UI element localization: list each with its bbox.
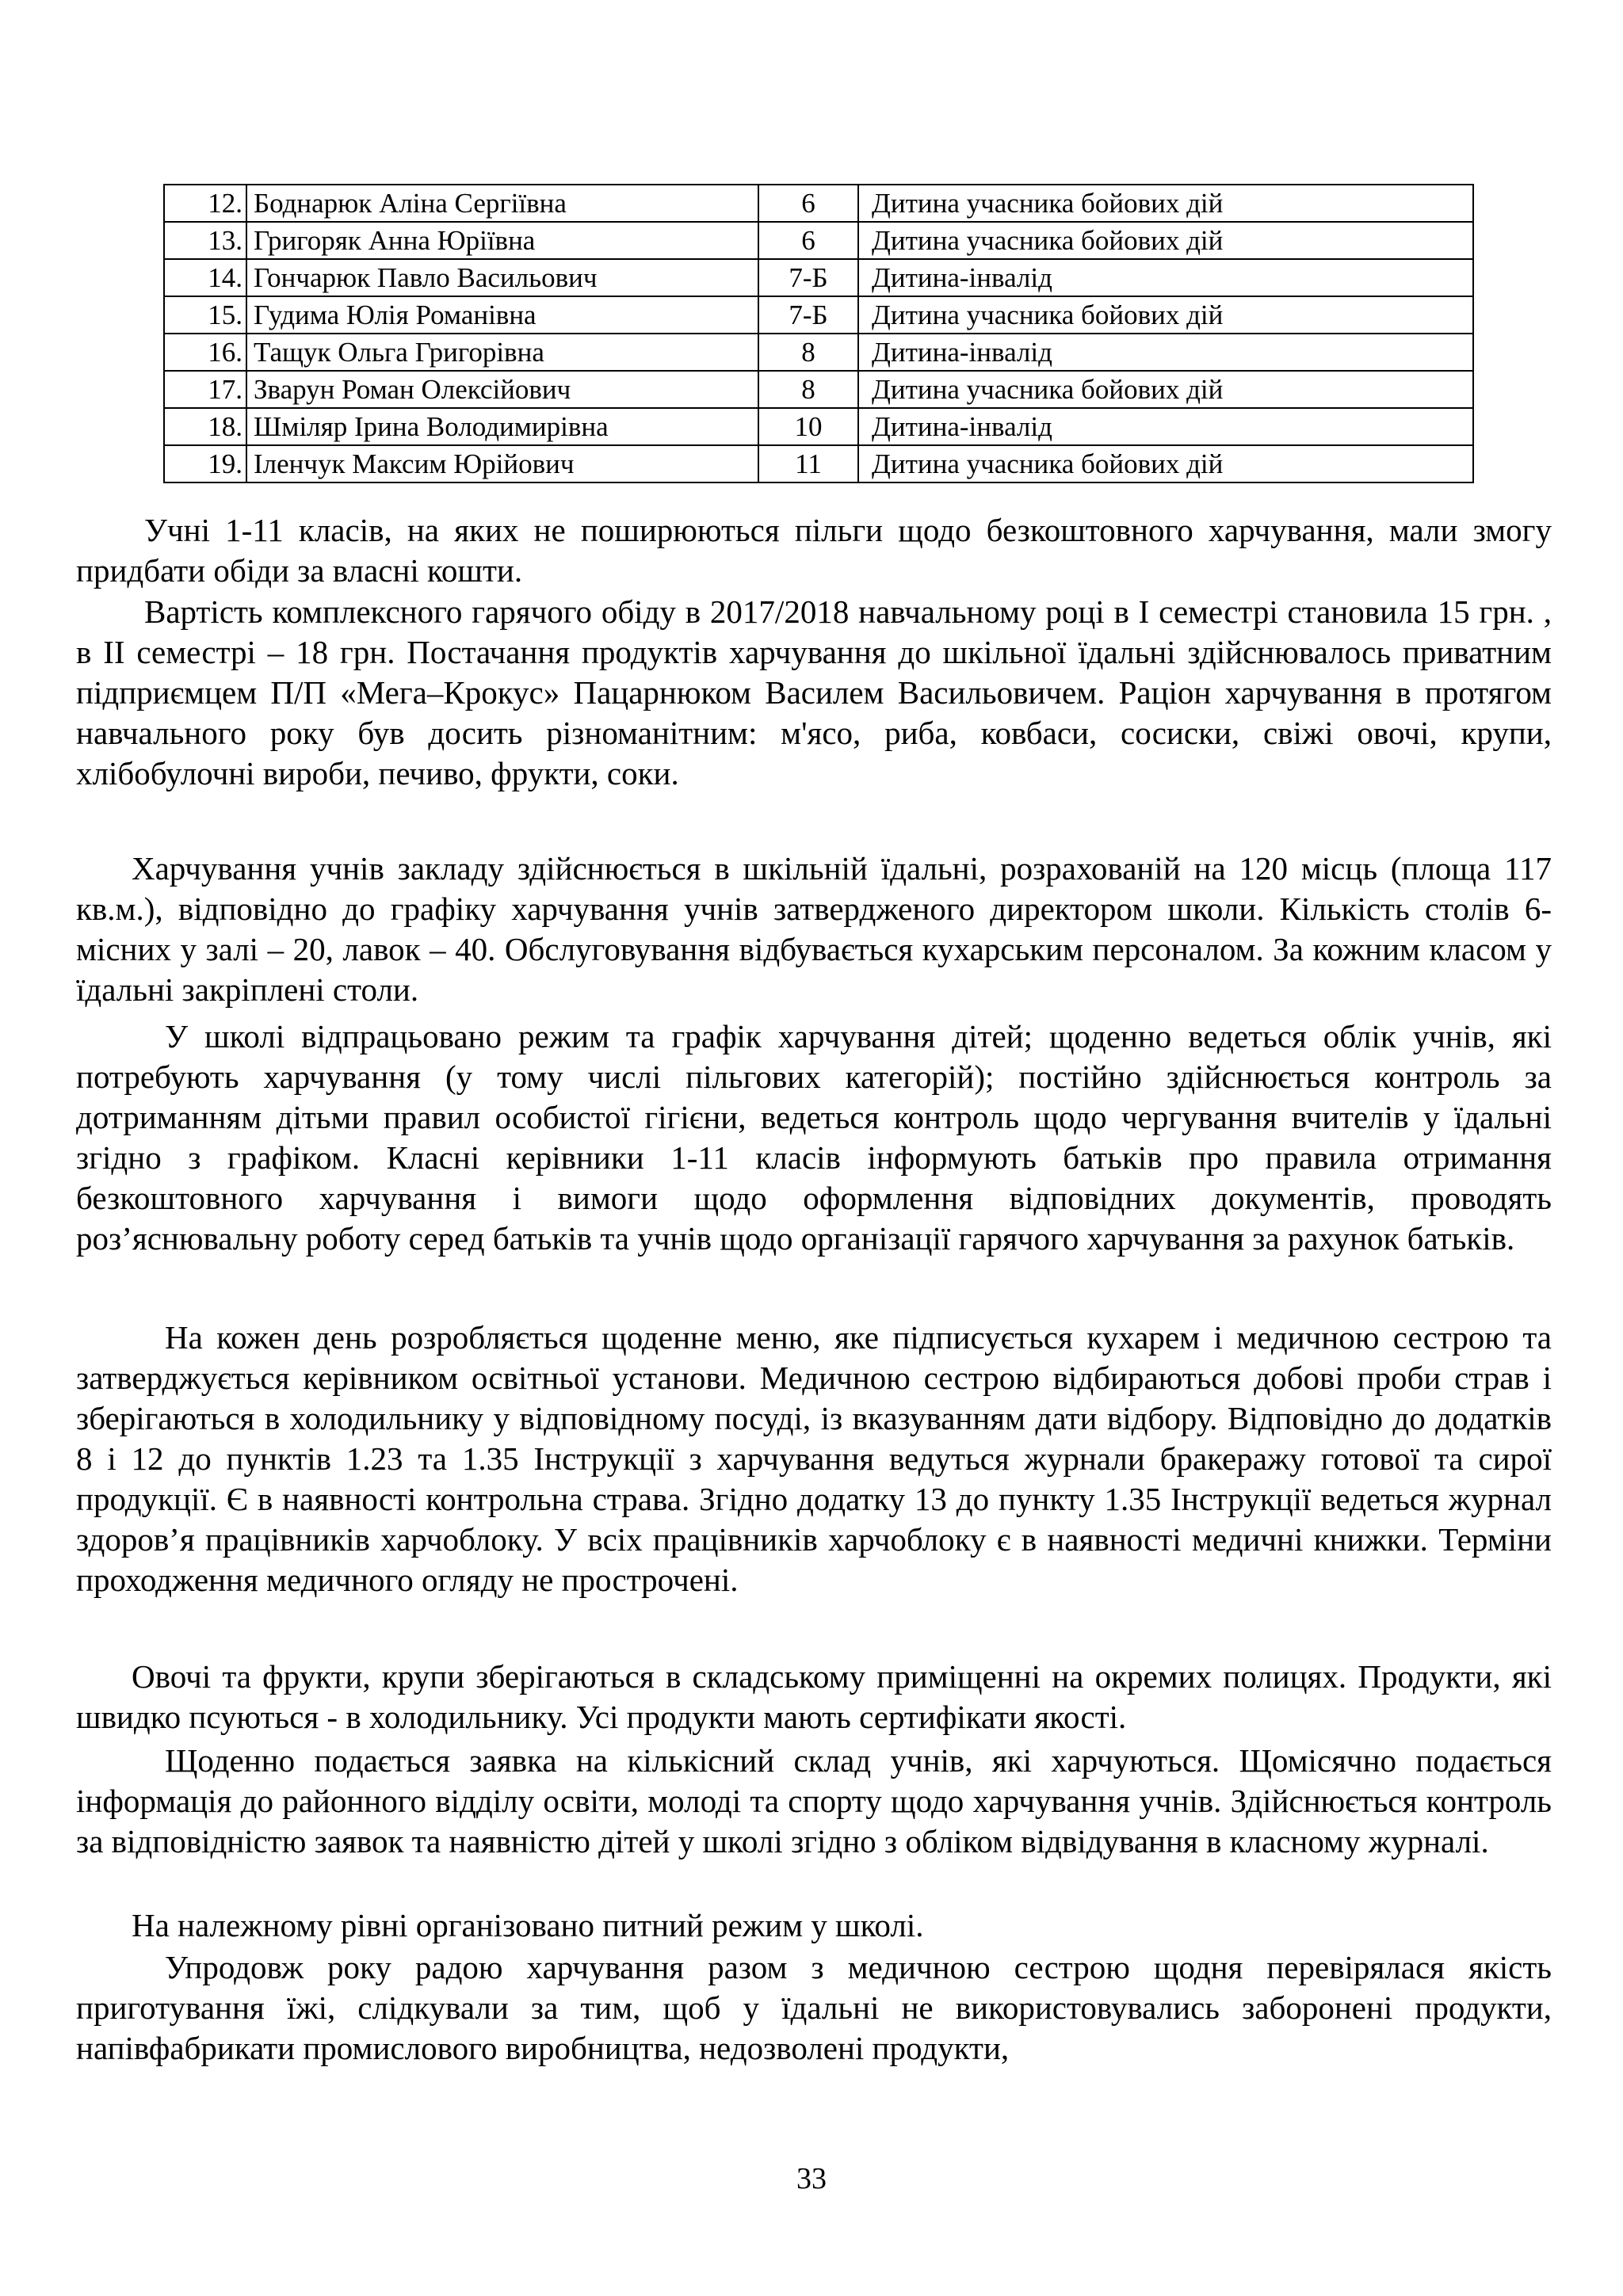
class-cell: 7-Б	[758, 296, 858, 334]
class-cell: 6	[758, 185, 858, 222]
paragraph-1: Учні 1-11 класів, на яких не поширюються пільги щодо безкоштовного харчування, мали змогу придбати обіди за власні кошти.	[76, 512, 1552, 589]
beneficiaries-table	[163, 184, 1474, 483]
table-body	[164, 185, 1473, 482]
text-block-5	[76, 1318, 1552, 1600]
table-row	[164, 445, 1473, 482]
class-cell: 11	[758, 445, 858, 482]
paragraph-4: У школі відпрацьовано режим та графік харчування дітей; щоденно ведеться облік учнів, які потребують харчування (у тому числі пільгових категорій); постійно здійснюється контроль за дотриманням дітьми правил особистої гігієни, ведеться контроль щодо чергування вчителів у їдальні згідно з графіком. Класні керівники 1-11 класів інформують батьків про правила отримання безкоштовного харчування і вимоги щодо оформлення відповідних документів, проводять роз’яснювальну роботу серед батьків та учнів щодо організації гарячого харчування за рахунок батьків.	[76, 1018, 1552, 1257]
class-cell: 6	[758, 222, 858, 259]
student-name-cell: Тащук Ольга Григорівна	[246, 334, 758, 371]
row-number-cell: 13.	[164, 222, 246, 259]
student-name-cell: Шміляр Ірина Володимирівна	[246, 408, 758, 445]
category-cell: Дитина учасника бойових дій	[858, 371, 1473, 408]
class-cell: 10	[758, 408, 858, 445]
table-row	[164, 408, 1473, 445]
paragraph-2: Вартість комплексного гарячого обіду в 2017/2018 навчальному році в І семестрі становила 15 грн. , в ІІ семестрі – 18 грн. Постачання продуктів харчування до шкільної їдальні здійснювалось приватним підприємцем П/П «Мега–Крокус» Пацарнюком Василем Васильовичем. Раціон харчування в протягом навчального року був досить різноманітним: м'ясо, риба, ковбаси, сосиски, свіжі овочі, крупи, хлібобулочні вироби, печиво, фрукти, соки.	[76, 593, 1552, 791]
student-name-cell: Боднарюк Аліна Сергіївна	[246, 185, 758, 222]
row-number-cell: 15.	[164, 296, 246, 334]
paragraph-5: На кожен день розробляється щоденне меню, яке підписується кухарем і медичною сестрою та затверджується керівником освітньої установи. Медичною сестрою відбираються добові проби страв і зберігаються в холодильнику у відповідному посуді, із вказуванням дати відбору. Відповідно до додатків 8 і 12 до пунктів 1.23 та 1.35 Інструкції з харчування ведуться журнали бракеражу готової та сирої продукції. Є в наявності контрольна страва. Згідно додатку 13 до пункту 1.35 Інструкції ведеться журнал здоров’я працівників харчоблоку. У всіх працівників харчоблоку є в наявності медичні книжки. Терміни проходження медичного огляду не прострочені.	[76, 1319, 1552, 1598]
category-cell: Дитина-інвалід	[858, 259, 1473, 296]
paragraph-8: На належному рівні організовано питний режим у школі.	[132, 1907, 924, 1943]
class-cell: 8	[758, 371, 858, 408]
table-row	[164, 296, 1473, 334]
page-number: 33	[796, 2162, 827, 2195]
student-name-cell: Зварун Роман Олексійович	[246, 371, 758, 408]
text-block-7	[76, 1741, 1552, 1862]
text-block-3	[76, 849, 1552, 1010]
table-row	[164, 334, 1473, 371]
text-block-2	[76, 592, 1552, 794]
text-block-4	[76, 1016, 1552, 1259]
row-number-cell: 16.	[164, 334, 246, 371]
category-cell: Дитина учасника бойових дій	[858, 296, 1473, 334]
category-cell: Дитина учасника бойових дій	[858, 222, 1473, 259]
paragraph-6: Овочі та фрукти, крупи зберігаються в складському приміщенні на окремих полицях. Продукти, які швидко псуються - в холодильнику. Усі продукти мають сертифікати якості.	[76, 1658, 1552, 1735]
row-number-cell: 17.	[164, 371, 246, 408]
class-cell: 7-Б	[758, 259, 858, 296]
student-name-cell: Гончарюк Павло Васильович	[246, 259, 758, 296]
row-number-cell: 14.	[164, 259, 246, 296]
row-number-cell: 12.	[164, 185, 246, 222]
category-cell: Дитина-інвалід	[858, 408, 1473, 445]
row-number-cell: 19.	[164, 445, 246, 482]
text-block-6	[76, 1657, 1552, 1737]
table-row	[164, 259, 1473, 296]
table-row	[164, 371, 1473, 408]
text-block-1	[76, 510, 1552, 591]
text-block-8	[76, 1905, 1552, 1946]
paragraph-9: Упродовж року радою харчування разом з медичною сестрою щодня перевірялася якість приготування їжі, слідкували за тим, щоб у їдальні не використовувались заборонені продукти, напівфабрикати промислового виробництва, недозволені продукти,	[76, 1949, 1552, 2066]
student-name-cell: Іленчук Максим Юрійович	[246, 445, 758, 482]
paragraph-3: Харчування учнів закладу здійснюється в шкільній їдальні, розрахованій на 120 місць (площа 117 кв.м.), відповідно до графіку харчування учнів затвердженого директором школи. Кількість столів 6-місних у залі – 20, лавок – 40. Обслуговування відбувається кухарським персоналом. За кожним класом у їдальні закріплені столи.	[76, 850, 1552, 1008]
category-cell: Дитина-інвалід	[858, 334, 1473, 371]
class-cell: 8	[758, 334, 858, 371]
paragraph-7: Щоденно подається заявка на кількісний склад учнів, які харчуються. Щомісячно подається інформація до районного відділу освіти, молоді та спорту щодо харчування учнів. Здійснюється контроль за відповідністю заявок та наявністю дітей у школі згідно з обліком відвідування в класному журналі.	[76, 1742, 1552, 1859]
category-cell: Дитина учасника бойових дій	[858, 445, 1473, 482]
category-cell: Дитина учасника бойових дій	[858, 185, 1473, 222]
text-block-9	[76, 1947, 1552, 2069]
table-row	[164, 222, 1473, 259]
student-name-cell: Гудима Юлія Романівна	[246, 296, 758, 334]
student-name-cell: Григоряк Анна Юріївна	[246, 222, 758, 259]
row-number-cell: 18.	[164, 408, 246, 445]
table-row	[164, 185, 1473, 222]
